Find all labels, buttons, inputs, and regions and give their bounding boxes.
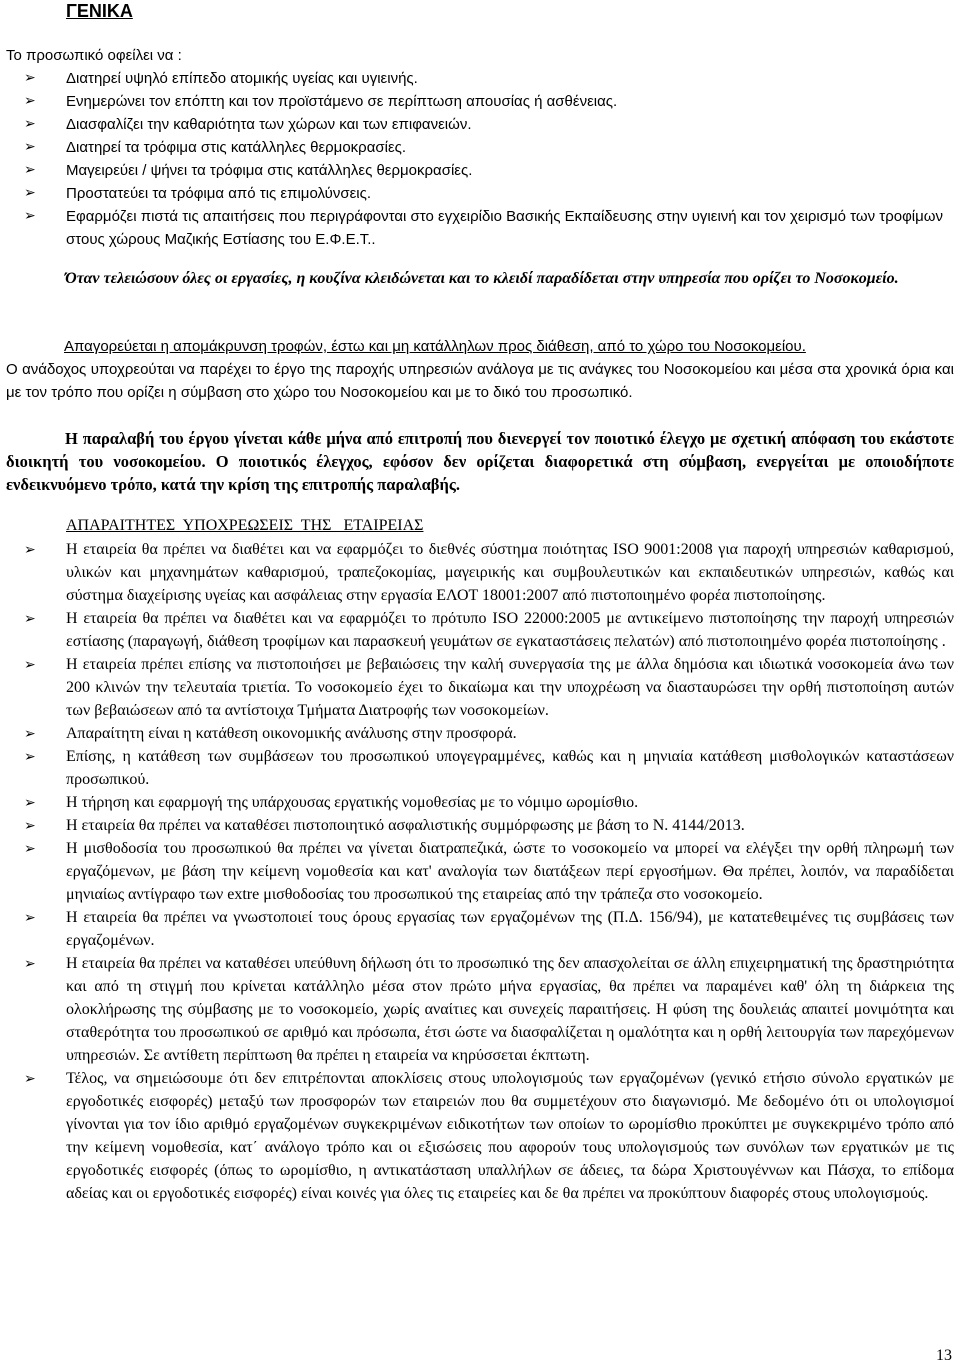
list-item: ➢ Η εταιρεία θα πρέπει να γνωστοποιεί τους όρους εργασίας των εργαζομένων της (Π.Δ. 156/94), με κατατεθειμένες τις συμβάσεις των εργαζομένων. xyxy=(24,909,954,949)
list-item: ➢ Η εταιρεία θα πρέπει να καταθέσει υπεύθυνη δήλωση ότι το προσωπικό της δεν απασχολείται σε άλλη επιχειρηματική της δραστηριότητα και από τη στιγμή που κρίνεται κατάλληλο μέσα στον πρώτο μήνα εργασίας, θα πρέπει να παραμένει καθ' όλη τη διάρκεια της ολοκλήρωσης της σύμβασης με το νοσοκομείο, χωρίς αναίτιες και συνεχείς παραιτήσεις. Η φύση της δουλειάς απαιτεί μονιμότητα και σταθερότητα του προσωπικού σε αριθμό και πρόσωπα, έτσι ώστε να διασφαλίζεται η ομαλότητα και η ορθή λειτουργία των παρεχόμενων υπηρεσιών. Σε αντίθετη περίπτωση θα πρέπει η εταιρεία να κηρύσσεται έκπτωτη. xyxy=(24,955,954,1064)
arrow-bullet-icon: ➢ xyxy=(24,726,36,742)
arrow-bullet-icon: ➢ xyxy=(24,749,36,765)
contractor-paragraph: Ο ανάδοχος υποχρεούται να παρέχει το έργο της παροχής υπηρεσιών ανάλογα με τις ανάγκες του Νοσοκομείου και μέσα στα χρονικά όρια και με τον τρόπο που ορίζει η σύμβαση στο χώρο του Νοσοκομείου και με το δικό του προσωπικό. xyxy=(6,361,954,401)
list-item: ➢ Εφαρμόζει πιστά τις απαιτήσεις που περιγράφονται στο εγχειρίδιο Βασικής Εκπαίδευσης στην υγιεινή και τον χειρισμό των τροφίμων στους χώρους Μαζικής Εστίασης του Ε.Φ.Ε.Τ.. xyxy=(6,205,954,251)
arrow-bullet-icon: ➢ xyxy=(24,208,36,224)
section-heading: ΓΕΝΙΚΑ xyxy=(66,1,133,21)
arrow-bullet-icon: ➢ xyxy=(24,1071,36,1087)
requirements-list xyxy=(6,538,954,1205)
arrow-bullet-icon: ➢ xyxy=(24,93,36,109)
list-item: ➢ Διατηρεί υψηλό επίπεδο ατομικής υγείας και υγιεινής. xyxy=(6,67,954,90)
list-item: ➢ Η εταιρεία θα πρέπει να διαθέτει και να εφαρμόζει το πρότυπο ISO 22000:2005 με αντικείμενο πιστοποίησης την παροχή υπηρεσιών εστίασης (παραγωγή, διάθεση τροφίμων και παρασκευή γευμάτων σε εγκαταστάσεις πελατών) από πιστοποιημένο φορέα πιστοποίησης . xyxy=(24,610,954,650)
arrow-bullet-icon: ➢ xyxy=(24,818,36,834)
list-item: ➢ Ενημερώνει τον επόπτη και τον προϊστάμενο σε περίπτωση απουσίας ή ασθένειας. xyxy=(6,90,954,113)
arrow-bullet-icon: ➢ xyxy=(24,162,36,178)
list-item: ➢ Απαραίτητη είναι η κατάθεση οικονομικής ανάλυσης στην προσφορά. xyxy=(6,722,954,745)
arrow-bullet-icon: ➢ xyxy=(24,185,36,201)
list-item: ➢ Μαγειρεύει / ψήνει τα τρόφιμα στις κατάλληλες θερμοκρασίες. xyxy=(6,159,954,182)
arrow-bullet-icon: ➢ xyxy=(24,841,36,857)
arrow-bullet-icon: ➢ xyxy=(24,611,36,627)
duties-list xyxy=(6,67,954,251)
arrow-bullet-icon: ➢ xyxy=(24,657,36,673)
arrow-bullet-icon: ➢ xyxy=(24,795,36,811)
list-item: ➢ Η εταιρεία θα πρέπει να διαθέτει και να εφαρμόζει το διεθνές σύστημα ποιότητας ISO 9001:2008 για παροχή υπηρεσιών καθαρισμού, υλικών και μηχανημάτων καθαρισμού, τραπεζοκομίας, μαγειρικής και συμβουλευτικών και εκπαιδευτικών υπηρεσιών, καθώς και σύστημα διαχείρισης υγείας και ασφάλειας στην εργασία ΕΛΟΤ 18001:2007 από πιστοποιημένο φορέα πιστοποίησης. xyxy=(24,541,955,604)
arrow-bullet-icon: ➢ xyxy=(24,70,36,86)
arrow-bullet-icon: ➢ xyxy=(24,542,36,558)
list-item: ➢ Η τήρηση και εφαρμογή της υπάρχουσας εργατικής νομοθεσίας με το νόμιμο ωρομίσθιο. xyxy=(6,791,954,814)
arrow-bullet-icon: ➢ xyxy=(24,910,36,926)
intro-text: Το προσωπικό οφείλει να : xyxy=(6,47,182,64)
closing-note: Όταν τελειώσουν όλες οι εργασίες, η κουζίνα κλειδώνεται και το κλειδί παραδίδεται στην υπηρεσία που ορίζει το Νοσοκομείο. xyxy=(65,270,899,287)
page-number: 13 xyxy=(936,1347,952,1364)
list-item: ➢ Διατηρεί τα τρόφιμα στις κατάλληλες θερμοκρασίες. xyxy=(6,136,954,159)
acceptance-paragraph: Η παραλαβή του έργου γίνεται κάθε μήνα από επιτροπή που διενεργεί τον ποιοτικό έλεγχο με σχετική απόφαση του εκάστοτε διοικητή του νοσοκομείου. Ο ποιοτικός έλεγχος, εφόσον δεν ορίζεται διαφορετικά στη σύμβαση, ενεργείται με οποιοδήποτε ενδεικνυόμενο τρόπο, κατά την κρίση της επιτροπής παραλαβής. xyxy=(6,429,954,494)
list-item: ➢ Προστατεύει τα τρόφιμα από τις επιμολύνσεις. xyxy=(6,182,954,205)
requirements-heading: ΑΠΑΡΑΙΤΗΤΕΣ ΥΠΟΧΡΕΩΣΕΙΣ ΤΗΣ ΕΤΑΙΡΕΙΑΣ xyxy=(66,517,424,534)
arrow-bullet-icon: ➢ xyxy=(24,116,36,132)
list-item: ➢ Τέλος, να σημειώσουμε ότι δεν επιτρέπονται αποκλίσεις στους υπολογισμούς των εργαζομένων (γενικό ετήσιο σύνολο εργατικών με εργοδοτικές εισφορές) μεταξύ των προσφορών των εταιρειών που θα συμμετέχουν στο διαγωνισμό. Με δεδομένο ότι οι υπολογισμοί γίνονται για τον ίδιο αριθμό εργαζομένων συγκεκριμένων ειδικοτήτων των οποίων το ωρομίσθιο προκύπτει με συγκεκριμένο τρόπο από την κείμενη νομοθεσία, κατ΄ ανάλογο τρόπο και οι εξισώσεις που αφορούν τους υπολογισμούς των συνόλων των εργατικών με τις εργοδοτικές εισφορές (όπως το ωρομίσθιο, η αντικατάσταση υπαλλήλων σε άδειες, τα δώρα Χριστουγέννων και Πάσχα, το επίδομα αδείας και οι εργοδοτικές εισφορές) είναι κοινές για όλες τις εταιρείες και δε θα πρέπει να προκύπτουν διαφορές στους υπολογισμούς. xyxy=(24,1070,954,1202)
list-item: ➢ Διασφαλίζει την καθαριότητα των χώρων και των επιφανειών. xyxy=(6,113,954,136)
list-item: ➢ Επίσης, η κατάθεση των συμβάσεων του προσωπικού υπογεγραμμένες, καθώς και η μηνιαία κατάθεση μισθολογικών καταστάσεων προσωπικού. xyxy=(24,748,954,788)
list-item: ➢ Η εταιρεία πρέπει επίσης να πιστοποιήσει με βεβαιώσεις την καλή συνεργασία της με άλλα δημόσια και ιδιωτικά νοσοκομεία άνω των 200 κλινών την τελευταία τριετία. Το νοσοκομείο έχει το δικαίωμα και την υποχρέωση να διασταυρώσει την ορθή πιστοποίηση αυτών των βεβαιώσεων από τα αντίστοιχα Τμήματα Διατροφής των νοσοκομείων. xyxy=(24,656,954,719)
arrow-bullet-icon: ➢ xyxy=(24,139,36,155)
prohibition-text: Απαγορεύεται η απομάκρυνση τροφών, έστω και μη κατάλληλων προς διάθεση, από το χώρο του Νοσοκομείου. xyxy=(64,338,806,355)
list-item: ➢ Η μισθοδοσία του προσωπικού θα πρέπει να γίνεται διατραπεζικά, ώστε το νοσοκομείο να μπορεί να ελέγξει την ορθή πληρωμή των εργαζόμενων, με βάση την κείμενη νομοθεσία και κατ' αναλογία των διατάξεων περί εργοσήμων. Θα πρέπει, λοιπόν, να παραδίδεται μηνιαίως αντίγραφο των extre μισθοδοσίας του προσωπικού της εταιρείας από την τράπεζα στο νοσοκομείο. xyxy=(24,840,954,903)
list-item: ➢ Η εταιρεία θα πρέπει να καταθέσει πιστοποιητικό ασφαλιστικής συμμόρφωσης με βάση το Ν. 4144/2013. xyxy=(6,814,954,837)
arrow-bullet-icon: ➢ xyxy=(24,956,36,972)
